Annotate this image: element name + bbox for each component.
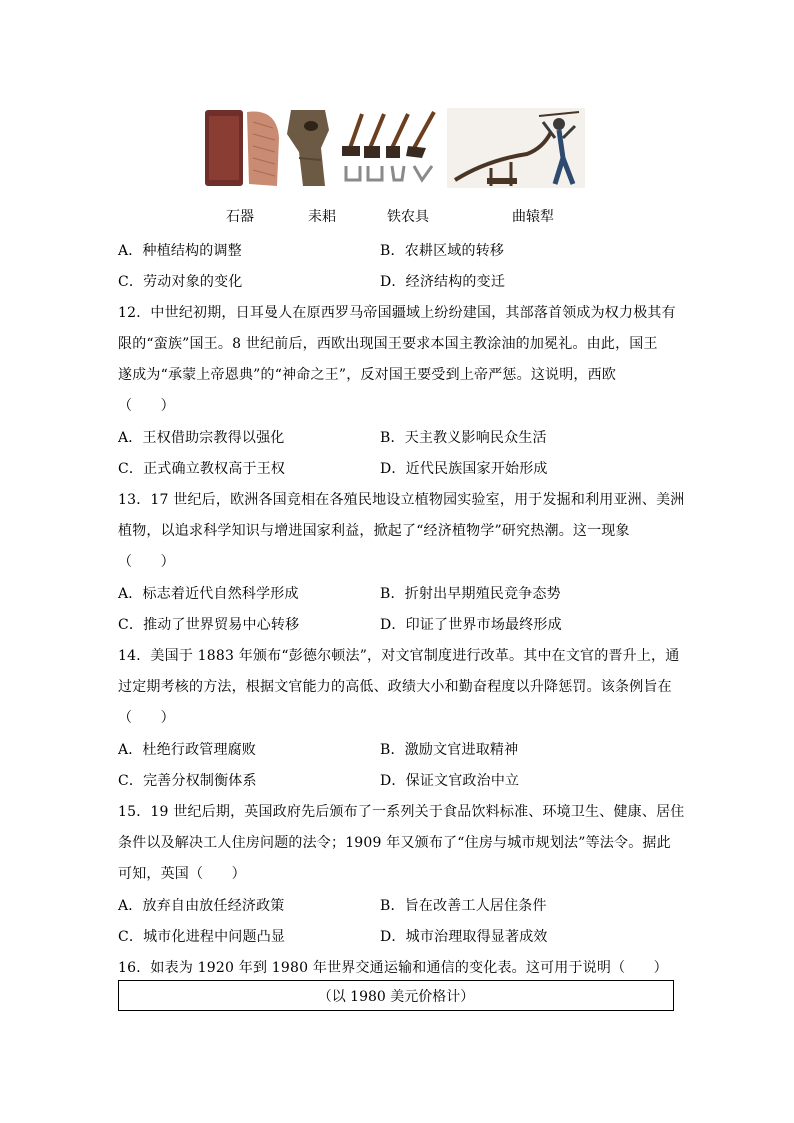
q13-answer-blank: （ ） <box>118 554 175 570</box>
q15-stem-line-2: 条件以及解决工人住房问题的法令；1909 年又颁布了“住房与城市规划法”等法令。据此 <box>118 835 671 851</box>
stone-tool-image <box>205 108 280 188</box>
q11-option-a[interactable]: A．种植结构的调整 <box>118 243 242 259</box>
q13-option-c[interactable]: C．推动了世界贸易中心转移 <box>118 617 300 633</box>
leisi-tool-image <box>285 108 333 188</box>
q14-option-c[interactable]: C．完善分权制衡体系 <box>118 773 257 789</box>
q15-stem-line-3: 可知，英国（ ） <box>118 866 246 882</box>
q14-option-d[interactable]: D．保证文官政治中立 <box>380 773 520 789</box>
caption-iron-tools: 铁农具 <box>387 209 429 225</box>
q13-option-b[interactable]: B．折射出早期殖民竞争态势 <box>380 586 561 602</box>
caption-leisi: 耒耜 <box>308 209 336 225</box>
q12-option-b[interactable]: B．天主教义影响民众生活 <box>380 430 547 446</box>
q15-option-a[interactable]: A．放弃自由放任经济政策 <box>118 898 285 914</box>
iron-tools-image <box>340 108 440 188</box>
q16-table-header-text: （以 1980 美元价格计） <box>317 988 475 1005</box>
q14-option-a[interactable]: A．杜绝行政管理腐败 <box>118 742 257 758</box>
curved-plow-image <box>447 108 585 188</box>
q12-stem-line-1: 12．中世纪初期，日耳曼人在原西罗马帝国疆域上纷纷建国，其部落首领成为权力极其有 <box>118 305 676 321</box>
q14-stem-line-1: 14．美国于 1883 年颁布“彭德尔顿法”，对文官制度进行改革。其中在文官的晋升上，通 <box>118 648 680 664</box>
q16-table-header <box>118 980 674 1011</box>
farming-tools-figure <box>205 108 585 192</box>
q13-option-d[interactable]: D．印证了世界市场最终形成 <box>380 617 562 633</box>
q16-stem-line: 16．如表为 1920 年到 1980 年世界交通运输和通信的变化表。这可用于说明（ ） <box>118 960 668 976</box>
q15-option-b[interactable]: B．旨在改善工人居住条件 <box>380 898 547 914</box>
q11-option-d[interactable]: D．经济结构的变迁 <box>380 274 506 290</box>
q13-stem-line-2: 植物，以追求科学知识与增进国家利益，掀起了“经济植物学”研究热潮。这一现象 <box>118 523 630 539</box>
q15-stem-line-1: 15．19 世纪后期，英国政府先后颁布了一系列关于食品饮料标准、环境卫生、健康、居住 <box>118 804 685 820</box>
q14-option-b[interactable]: B．激励文官进取精神 <box>380 742 519 758</box>
q12-option-c[interactable]: C．正式确立教权高于王权 <box>118 461 286 477</box>
q12-option-a[interactable]: A．王权借助宗教得以强化 <box>118 430 285 446</box>
q12-answer-blank: （ ） <box>118 398 175 414</box>
q12-stem-line-3: 遂成为“承蒙上帝恩典”的“神命之王”，反对国王要受到上帝严惩。这说明，西欧 <box>118 367 617 383</box>
q14-stem-line-2: 过定期考核的方法，根据文官能力的高低、政绩大小和勤奋程度以升降惩罚。该条例旨在 <box>118 679 672 695</box>
q11-option-c[interactable]: C．劳动对象的变化 <box>118 274 243 290</box>
q15-option-c[interactable]: C．城市化进程中问题凸显 <box>118 929 286 945</box>
caption-curved-plow: 曲辕犁 <box>512 209 554 225</box>
q13-stem-line-1: 13．17 世纪后，欧洲各国竞相在各殖民地设立植物园实验室，用于发掘和利用亚洲、美洲 <box>118 492 685 508</box>
q14-answer-blank: （ ） <box>118 710 175 726</box>
caption-stone-tool: 石器 <box>226 209 254 225</box>
q15-option-d[interactable]: D．城市治理取得显著成效 <box>380 929 548 945</box>
q12-stem-line-2: 限的“蛮族”国王。8 世纪前后，西欧出现国王要求本国主教涂油的加冕礼。由此，国王 <box>118 336 658 352</box>
q11-option-b[interactable]: B．农耕区域的转移 <box>380 243 505 259</box>
q12-option-d[interactable]: D．近代民族国家开始形成 <box>380 461 548 477</box>
q13-option-a[interactable]: A．标志着近代自然科学形成 <box>118 586 299 602</box>
